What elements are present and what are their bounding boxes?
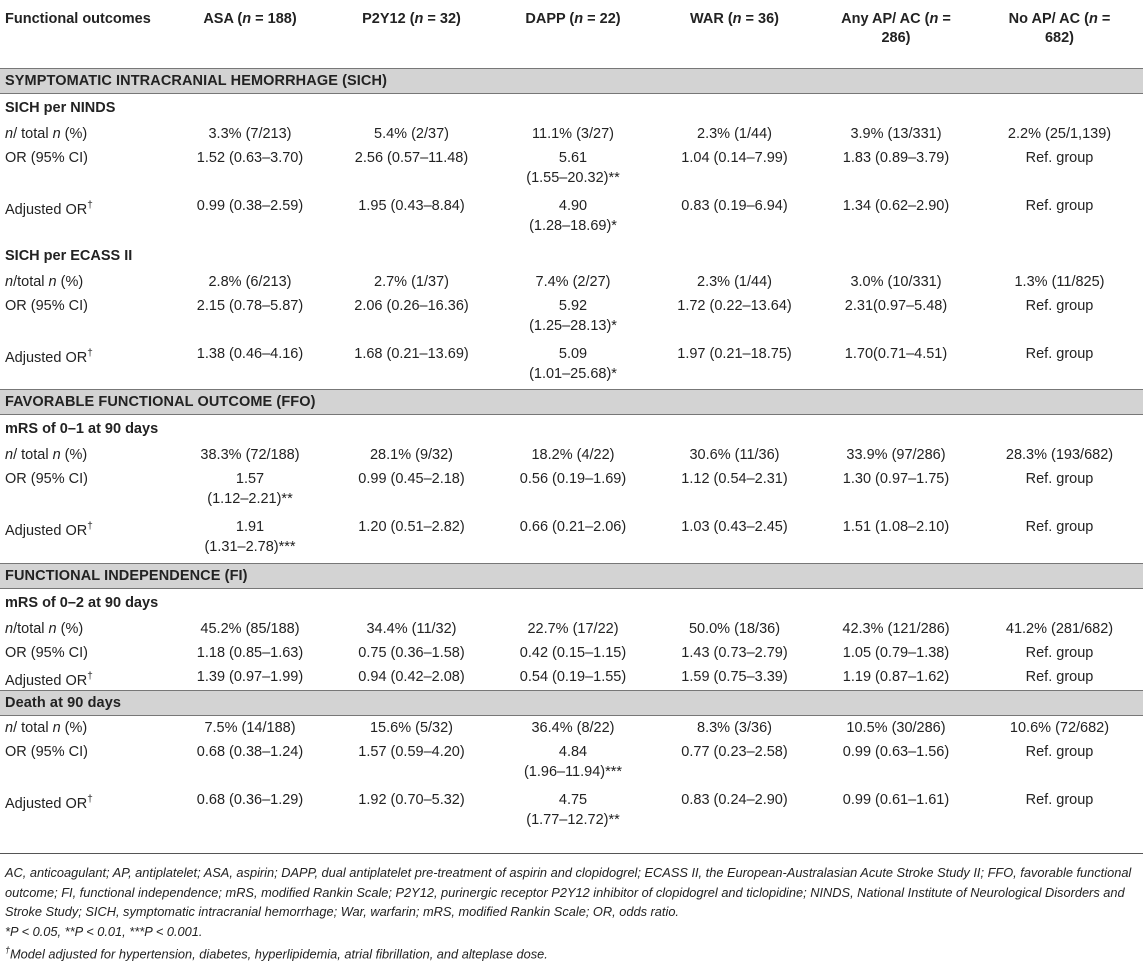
header-col-any-ap-ac: Any AP/ AC (n = 286) [841,11,951,46]
table-cell: Ref. group [1025,297,1094,314]
section-row [0,563,1143,588]
header-col-asa: ASA (n = 188) [203,11,297,27]
table-footnotes [0,853,1143,964]
cell-or-value: 1.57 [235,471,265,487]
section-title: FAVORABLE FUNCTIONAL OUTCOME (FFO) [0,390,1143,415]
table-cell: 1.57 (0.59–4.20) [358,743,465,760]
row-label: n/ total n (%) [5,447,88,463]
table-row [0,342,1143,390]
table-cell: 0.68 (0.36–1.29) [196,791,304,808]
table-cell: 1.3% (11/825) [1014,273,1105,290]
table-cell: 33.9% (97/286) [846,447,946,463]
table-cell: 2.8% (6/213) [208,273,292,290]
table-cell: 1.43 (0.73–2.79) [681,644,788,661]
table-cell: 2.7% (1/37) [374,273,449,290]
table-cell: 0.99 (0.45–2.18) [358,471,465,487]
row-label: OR (95% CI) [5,149,88,166]
table-cell: 1.04 (0.14–7.99) [681,149,788,166]
row-label: Adjusted OR† [0,515,170,563]
row-label: Adjusted OR† [0,665,170,691]
table-cell [493,342,653,390]
cell-ci-value: (1.77–12.72)** [526,811,620,828]
table-cell: 1.34 (0.62–2.90) [842,197,950,214]
table-cell: 5.4% (2/37) [374,125,449,142]
row-label: n/ total n (%) [5,720,88,737]
header-col-no-ap-ac: No AP/ AC (n = 682) [1008,11,1111,46]
table-cell: 1.70(0.71–4.51) [816,342,976,390]
table-cell: 34.4% (11/32) [366,620,457,637]
table-cell: 0.94 (0.42–2.08) [330,665,493,691]
row-label: OR (95% CI) [5,297,88,314]
table-cell: 2.15 (0.78–5.87) [196,297,304,314]
subsection-row [0,242,1143,270]
table-cell [493,788,653,836]
table-cell: 0.42 (0.15–1.15) [519,644,627,661]
table-cell: 2.2% (25/1,139) [1007,125,1112,142]
subsection-title: SICH per NINDS [5,99,116,116]
table-row [0,194,1143,242]
table-cell: 0.54 (0.19–1.55) [493,665,653,691]
table-cell: 1.51 (1.08–2.10) [816,515,976,563]
table-cell: 15.6% (5/32) [369,720,454,737]
table-row [0,740,1143,788]
table-cell: 0.68 (0.38–1.24) [196,743,304,760]
table-cell: 10.5% (30/286) [846,720,946,737]
section-row [0,390,1143,415]
table-cell: 1.03 (0.43–2.45) [653,515,816,563]
table-cell: 1.30 (0.97–1.75) [842,471,950,487]
table-cell: 28.1% (9/32) [369,447,454,463]
subsection-title: SICH per ECASS II [5,247,133,264]
table-cell: 2.3% (1/44) [697,125,772,142]
cell-ci-value: (1.96–11.94)*** [523,763,623,780]
row-label: OR (95% CI) [5,644,88,661]
table-cell: 50.0% (18/36) [688,620,781,637]
cell-ci-value: (1.01–25.68)* [529,365,617,382]
table-cell: 7.5% (14/188) [204,720,296,737]
table-cell: 2.3% (1/44) [697,273,772,290]
table-row [0,270,1143,294]
table-row [0,146,1143,194]
row-label: Adjusted OR† [5,199,93,218]
table-cell [170,467,330,515]
table-header [0,0,1143,68]
cell-or-value: 4.75 [558,791,588,808]
table-cell: 0.66 (0.21–2.06) [493,515,653,563]
cell-ci-value: (1.55–20.32)** [526,169,620,186]
table-row [0,294,1143,342]
table-cell: 1.59 (0.75–3.39) [653,665,816,691]
table-cell: 3.0% (10/331) [850,273,942,290]
section-title: SYMPTOMATIC INTRACRANIAL HEMORRHAGE (SICH) [0,68,1143,93]
table-cell: 1.12 (0.54–2.31) [681,471,788,487]
header-col-p2y12: P2Y12 (n = 32) [362,11,461,27]
table-cell: 1.05 (0.79–1.38) [842,644,950,661]
table-row [0,716,1143,740]
table-cell: 0.99 (0.38–2.59) [196,197,304,214]
table-cell: 1.97 (0.21–18.75) [653,342,816,390]
table-cell: 0.99 (0.61–1.61) [842,791,950,808]
subsection-title: mRS of 0–1 at 90 days [5,421,159,437]
table-cell: 2.06 (0.26–16.36) [354,297,469,314]
row-label: OR (95% CI) [5,743,88,760]
table-cell: 3.9% (13/331) [850,125,942,142]
row-label: Adjusted OR† [5,793,93,812]
table-cell [493,194,653,242]
cell-ci-value: (1.31–2.78)*** [204,539,296,555]
section-row [0,68,1143,93]
table-row [0,641,1143,665]
table-cell: 36.4% (8/22) [531,720,615,737]
table-cell [493,146,653,194]
cell-or-value: 5.92 [558,297,588,314]
section-title: Death at 90 days [0,691,1143,716]
table-cell: 0.77 (0.23–2.58) [681,743,788,760]
section-row [0,691,1143,716]
table-cell: 28.3% (193/682) [1005,447,1114,463]
table-cell [170,515,330,563]
subsection-row [0,588,1143,617]
table-row [0,617,1143,641]
table-cell: 1.72 (0.22–13.64) [677,297,792,314]
table-cell: Ref. group [976,342,1143,390]
section-title: FUNCTIONAL INDEPENDENCE (FI) [0,563,1143,588]
cell-or-value: 5.61 [558,149,588,166]
table-cell: Ref. group [1025,791,1094,808]
table-cell: 0.83 (0.24–2.90) [681,791,788,808]
table-cell: 1.92 (0.70–5.32) [358,791,465,808]
footnote-model: †Model adjusted for hypertension, diabetes, hyperlipidemia, atrial fibrillation, and alteplase dose. [5,945,548,962]
table-cell: Ref. group [976,665,1143,691]
table-cell [493,740,653,788]
table-row [0,515,1143,563]
table-cell: 1.95 (0.43–8.84) [358,197,465,214]
table-row [0,122,1143,146]
table-cell: Ref. group [976,515,1143,563]
cell-ci-value: (1.12–2.21)** [207,491,293,507]
table-cell: 8.3% (3/36) [697,720,772,737]
cell-ci-value: (1.25–28.13)* [529,317,617,334]
table-row [0,443,1143,467]
table-cell: 0.83 (0.19–6.94) [681,197,788,214]
row-label: OR (95% CI) [5,471,88,487]
table-cell: 38.3% (72/188) [200,447,300,463]
footnote-abbreviations: AC, anticoagulant; AP, antiplatelet; ASA, aspirin; DAPP, dual antiplatelet pre-treatment of aspirin and clopidogrel; ECASS II, the European-Australasian Acute Stroke Study II; FFO, favorable functional outcome; FI, functional independence; mRS, modified Rankin Scale; P2Y12, purinergic receptor P2Y12 inhibitor of clopidogrel and ticlopidine; NINDS, National Institute of Neurological Disorders and Stroke Study; SICH, symptomatic intracranial hemorrhage; War, warfarin; mRS, modified Rankin Scale; OR, odds ratio. [5,865,1132,919]
table-row [0,665,1143,691]
table-cell: 2.31(0.97–5.48) [844,297,948,314]
table-cell: Ref. group [1025,644,1094,661]
table-row [0,467,1143,515]
table-cell: 18.2% (4/22) [531,447,615,463]
cell-or-value: 5.09 [558,345,588,362]
table-cell: 1.52 (0.63–3.70) [196,149,304,166]
subsection-title: mRS of 0–2 at 90 days [5,594,159,611]
table-cell: Ref. group [1025,743,1094,760]
header-functional-outcomes: Functional outcomes [5,11,151,27]
table-cell: 41.2% (281/682) [1005,620,1114,637]
table-cell: 0.99 (0.63–1.56) [842,743,950,760]
header-col-war: WAR (n = 36) [689,11,780,27]
table-cell: 1.38 (0.46–4.16) [170,342,330,390]
table-cell: 1.18 (0.85–1.63) [196,644,304,661]
table-cell: 42.3% (121/286) [842,620,950,637]
table-body [0,68,1143,836]
table-cell: Ref. group [1025,197,1094,214]
table-cell: 1.68 (0.21–13.69) [330,342,493,390]
table-cell: 1.83 (0.89–3.79) [842,149,950,166]
table-row [0,788,1143,836]
subsection-row [0,415,1143,444]
table-cell: 1.39 (0.97–1.99) [170,665,330,691]
table-cell: 11.1% (3/27) [532,125,614,142]
row-label: n/total n (%) [5,273,84,290]
table-cell: 0.75 (0.36–1.58) [358,644,465,661]
table-cell [493,294,653,342]
table-cell: 1.20 (0.51–2.82) [330,515,493,563]
footnote-significance: *P < 0.05, **P < 0.01, ***P < 0.001. [5,923,203,939]
table-cell: 1.19 (0.87–1.62) [816,665,976,691]
table-cell: 7.4% (2/27) [535,273,611,290]
table-cell: 2.56 (0.57–11.48) [354,149,469,166]
row-label: Adjusted OR† [0,342,170,390]
cell-ci-value: (1.28–18.69)* [529,217,617,234]
row-label: n/total n (%) [5,620,84,637]
row-label: n/ total n (%) [5,125,88,142]
table-cell: 3.3% (7/213) [208,125,292,142]
cell-or-value: 1.91 [235,519,265,535]
subsection-row [0,93,1143,122]
table-cell: Ref. group [1025,471,1094,487]
table-cell: 45.2% (85/188) [200,620,300,637]
table-cell: 30.6% (11/36) [689,447,780,463]
table-cell: 10.6% (72/682) [1009,720,1110,737]
cell-or-value: 4.90 [558,197,588,214]
header-col-dapp: DAPP (n = 22) [525,11,621,27]
table-cell: 22.7% (17/22) [527,620,619,637]
cell-or-value: 4.84 [558,743,588,760]
table-cell: 0.56 (0.19–1.69) [519,471,627,487]
table-cell: Ref. group [1025,149,1094,166]
